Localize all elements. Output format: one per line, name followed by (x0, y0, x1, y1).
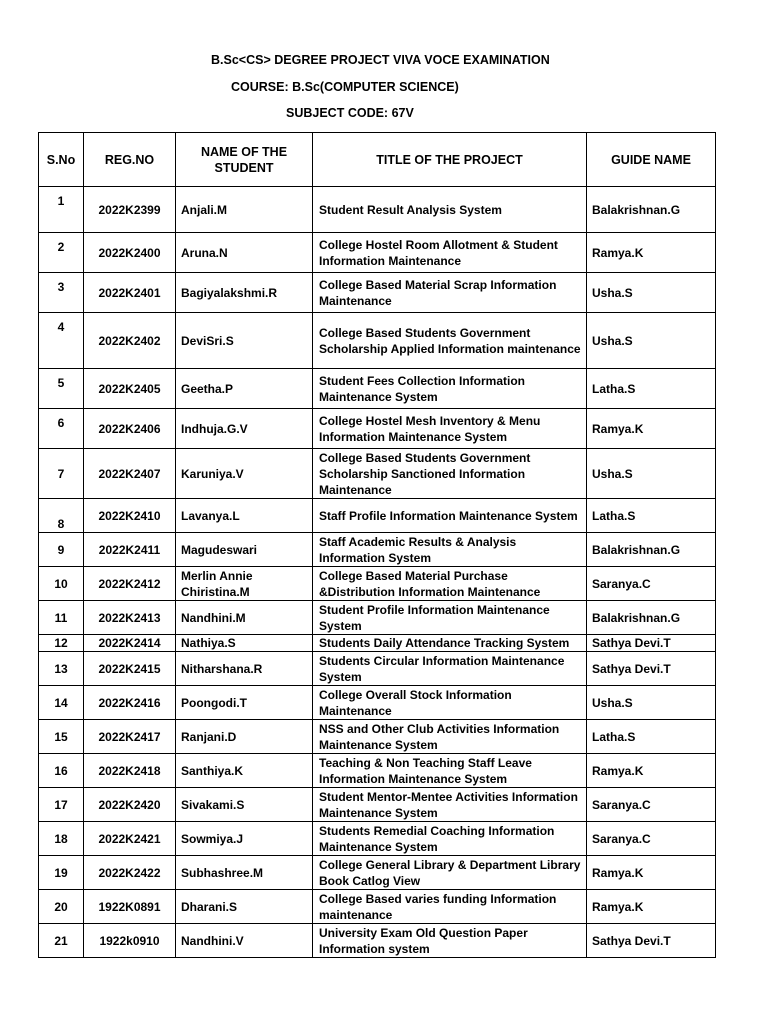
cell-sno: 5 (39, 369, 84, 409)
table-row (39, 313, 716, 369)
cell-reg: 2022K2420 (84, 788, 176, 822)
cell-name: Merlin Annie Chiristina.M (176, 567, 313, 601)
cell-reg: 2022K2412 (84, 567, 176, 601)
table-row (39, 754, 716, 788)
table-row (39, 924, 716, 958)
table-row (39, 601, 716, 635)
cell-name: Karuniya.V (176, 449, 313, 499)
cell-guide: Saranya.C (587, 822, 716, 856)
cell-sno: 3 (39, 273, 84, 313)
cell-title: Student Fees Collection Information Maintenance System (313, 369, 587, 409)
table-row (39, 233, 716, 273)
table-header-row (39, 133, 716, 187)
cell-guide: Balakrishnan.G (587, 533, 716, 567)
cell-name: Geetha.P (176, 369, 313, 409)
cell-title: Students Remedial Coaching Information Maintenance System (313, 822, 587, 856)
cell-sno: 17 (39, 788, 84, 822)
cell-guide: Usha.S (587, 313, 716, 369)
table-row (39, 187, 716, 233)
cell-guide: Sathya Devi.T (587, 635, 716, 652)
course-line: COURSE: B.Sc(COMPUTER SCIENCE) (231, 80, 459, 94)
cell-reg: 1922k0910 (84, 924, 176, 958)
cell-sno: 12 (39, 635, 84, 652)
cell-reg: 2022K2421 (84, 822, 176, 856)
cell-sno: 11 (39, 601, 84, 635)
table-row (39, 409, 716, 449)
cell-sno: 16 (39, 754, 84, 788)
table-row (39, 369, 716, 409)
cell-name: Nandhini.V (176, 924, 313, 958)
column-header-project-title: TITLE OF THE PROJECT (313, 133, 587, 187)
cell-name: Anjali.M (176, 187, 313, 233)
cell-guide: Balakrishnan.G (587, 187, 716, 233)
cell-sno: 14 (39, 686, 84, 720)
cell-reg: 2022K2401 (84, 273, 176, 313)
cell-name: Nathiya.S (176, 635, 313, 652)
cell-sno: 21 (39, 924, 84, 958)
column-header-regno: REG.NO (84, 133, 176, 187)
column-header-student-name: NAME OF THE STUDENT (176, 133, 313, 187)
cell-name: Nandhini.M (176, 601, 313, 635)
cell-guide: Usha.S (587, 449, 716, 499)
cell-guide: Sathya Devi.T (587, 652, 716, 686)
cell-title: Staff Academic Results & Analysis Information System (313, 533, 587, 567)
table-row (39, 652, 716, 686)
cell-title: College Hostel Mesh Inventory & Menu Information Maintenance System (313, 409, 587, 449)
cell-reg: 2022K2402 (84, 313, 176, 369)
cell-reg: 2022K2416 (84, 686, 176, 720)
cell-title: College Based Students Government Scholarship Applied Information maintenance (313, 313, 587, 369)
cell-guide: Usha.S (587, 686, 716, 720)
cell-name: Dharani.S (176, 890, 313, 924)
table-row (39, 635, 716, 652)
cell-name: Sivakami.S (176, 788, 313, 822)
table-row (39, 449, 716, 499)
table-row (39, 533, 716, 567)
table-row (39, 822, 716, 856)
cell-reg: 2022K2422 (84, 856, 176, 890)
cell-title: College Based Material Purchase &Distribution Information Maintenance (313, 567, 587, 601)
cell-reg: 2022K2417 (84, 720, 176, 754)
cell-name: Aruna.N (176, 233, 313, 273)
cell-reg: 2022K2400 (84, 233, 176, 273)
cell-sno: 13 (39, 652, 84, 686)
cell-title: Student Mentor-Mentee Activities Information Maintenance System (313, 788, 587, 822)
cell-title: College Based Students Government Scholarship Sanctioned Information Maintenance (313, 449, 587, 499)
cell-name: Ranjani.D (176, 720, 313, 754)
cell-title: NSS and Other Club Activities Information Maintenance System (313, 720, 587, 754)
cell-title: College General Library & Department Library Book Catlog View (313, 856, 587, 890)
cell-guide: Ramya.K (587, 754, 716, 788)
cell-guide: Ramya.K (587, 233, 716, 273)
cell-reg: 2022K2407 (84, 449, 176, 499)
table-row (39, 273, 716, 313)
cell-reg: 2022K2411 (84, 533, 176, 567)
cell-title: Students Daily Attendance Tracking System (313, 635, 587, 652)
cell-name: DeviSri.S (176, 313, 313, 369)
cell-name: Magudeswari (176, 533, 313, 567)
table-row (39, 499, 716, 533)
cell-sno: 6 (39, 409, 84, 449)
subject-code-line: SUBJECT CODE: 67V (286, 106, 414, 120)
cell-sno: 10 (39, 567, 84, 601)
cell-name: Santhiya.K (176, 754, 313, 788)
cell-guide: Usha.S (587, 273, 716, 313)
cell-reg: 2022K2399 (84, 187, 176, 233)
cell-guide: Latha.S (587, 720, 716, 754)
cell-guide: Sathya Devi.T (587, 924, 716, 958)
cell-name: Poongodi.T (176, 686, 313, 720)
cell-name: Indhuja.G.V (176, 409, 313, 449)
cell-name: Bagiyalakshmi.R (176, 273, 313, 313)
cell-title: Student Profile Information Maintenance System (313, 601, 587, 635)
cell-guide: Saranya.C (587, 567, 716, 601)
cell-title: Staff Profile Information Maintenance System (313, 499, 587, 533)
cell-reg: 2022K2414 (84, 635, 176, 652)
cell-guide: Balakrishnan.G (587, 601, 716, 635)
cell-sno: 19 (39, 856, 84, 890)
cell-guide: Ramya.K (587, 890, 716, 924)
table-row (39, 788, 716, 822)
cell-guide: Ramya.K (587, 856, 716, 890)
cell-sno: 4 (39, 313, 84, 369)
table-row (39, 856, 716, 890)
cell-title: College Based varies funding Information maintenance (313, 890, 587, 924)
cell-sno: 2 (39, 233, 84, 273)
cell-name: Subhashree.M (176, 856, 313, 890)
cell-guide: Latha.S (587, 499, 716, 533)
cell-reg: 2022K2413 (84, 601, 176, 635)
cell-title: College Overall Stock Information Maintenance (313, 686, 587, 720)
cell-sno: 15 (39, 720, 84, 754)
cell-guide: Saranya.C (587, 788, 716, 822)
table-row (39, 567, 716, 601)
cell-reg: 2022K2410 (84, 499, 176, 533)
cell-name: Lavanya.L (176, 499, 313, 533)
cell-title: College Based Material Scrap Information Maintenance (313, 273, 587, 313)
cell-reg: 2022K2405 (84, 369, 176, 409)
document-title: B.Sc<CS> DEGREE PROJECT VIVA VOCE EXAMINATION (211, 53, 550, 67)
cell-reg: 2022K2415 (84, 652, 176, 686)
cell-guide: Latha.S (587, 369, 716, 409)
cell-sno: 20 (39, 890, 84, 924)
cell-sno: 7 (39, 449, 84, 499)
project-allocation-table (38, 132, 716, 958)
cell-name: Nitharshana.R (176, 652, 313, 686)
cell-sno: 9 (39, 533, 84, 567)
table-row (39, 890, 716, 924)
cell-guide: Ramya.K (587, 409, 716, 449)
cell-title: Students Circular Information Maintenance System (313, 652, 587, 686)
cell-title: College Hostel Room Allotment & Student Information Maintenance (313, 233, 587, 273)
column-header-sno: S.No (39, 133, 84, 187)
table-row (39, 720, 716, 754)
cell-name: Sowmiya.J (176, 822, 313, 856)
cell-reg: 2022K2418 (84, 754, 176, 788)
cell-sno: 8 (39, 499, 84, 533)
cell-reg: 1922K0891 (84, 890, 176, 924)
cell-sno: 1 (39, 187, 84, 233)
cell-title: Teaching & Non Teaching Staff Leave Information Maintenance System (313, 754, 587, 788)
cell-title: University Exam Old Question Paper Information system (313, 924, 587, 958)
table-row (39, 686, 716, 720)
cell-title: Student Result Analysis System (313, 187, 587, 233)
cell-reg: 2022K2406 (84, 409, 176, 449)
cell-sno: 18 (39, 822, 84, 856)
column-header-guide-name: GUIDE NAME (587, 133, 716, 187)
